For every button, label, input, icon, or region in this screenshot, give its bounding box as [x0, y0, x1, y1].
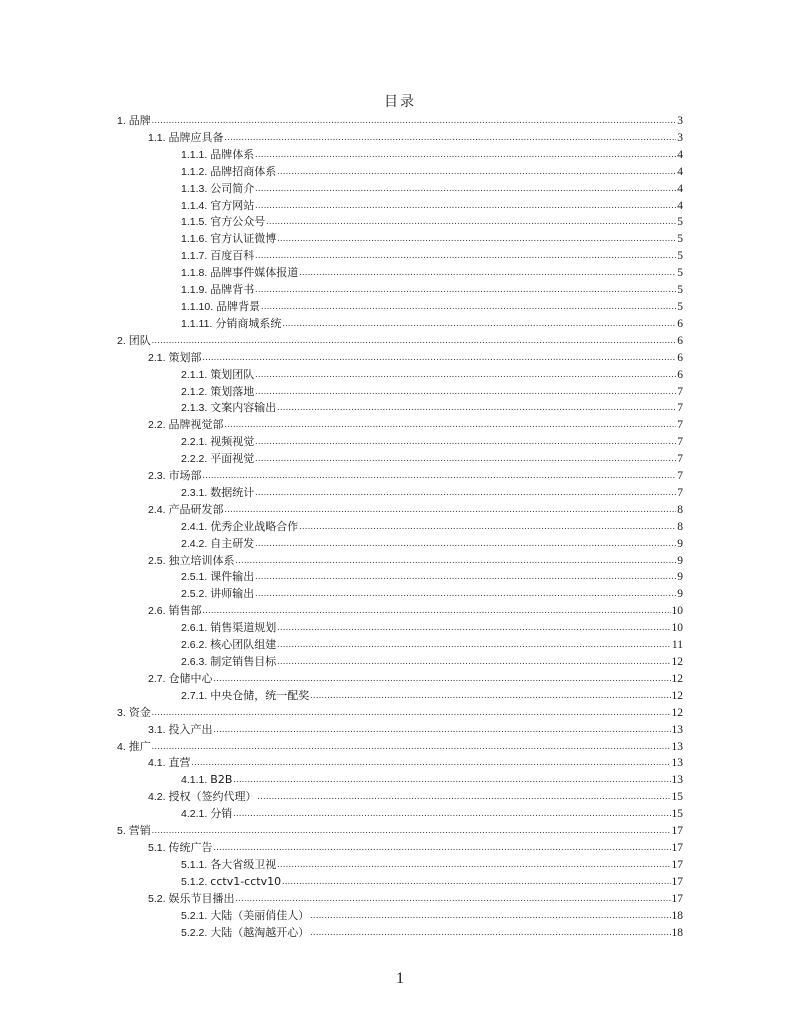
toc-entry-page: 7 — [677, 402, 683, 415]
toc-entry-number: 2.4.2. — [181, 537, 208, 550]
toc-entry-level-2[interactable] — [117, 755, 683, 772]
toc-entry-page: 4 — [677, 165, 683, 178]
toc-entry-level-2[interactable] — [117, 840, 683, 857]
toc-entry-level-3[interactable] — [117, 248, 683, 265]
toc-dot-leader — [310, 687, 670, 699]
toc-entry-level-2[interactable] — [117, 722, 683, 739]
toc-entry-level-3[interactable] — [117, 519, 683, 536]
toc-entry-page: 13 — [671, 774, 683, 787]
toc-dot-leader — [255, 568, 676, 580]
toc-dot-leader — [277, 399, 676, 411]
toc-entry-page: 18 — [671, 926, 683, 939]
toc-entry-level-3[interactable] — [117, 806, 683, 823]
toc-dot-leader — [255, 180, 676, 192]
toc-entry-page: 4 — [677, 182, 683, 195]
toc-dot-leader — [214, 721, 671, 733]
toc-entry-title: 官方公众号 — [210, 215, 266, 229]
toc-entry-level-2[interactable] — [117, 350, 683, 367]
toc-entry-level-3[interactable] — [117, 282, 683, 299]
toc-entry-title: 视频视觉 — [210, 435, 255, 449]
toc-entry-level-3[interactable] — [117, 434, 683, 451]
toc-entry-page: 15 — [671, 791, 683, 804]
toc-entry-page: 3 — [677, 131, 683, 144]
toc-entry-page: 10 — [671, 622, 683, 635]
toc-entry-level-3[interactable] — [117, 772, 683, 789]
toc-entry-page: 5 — [677, 300, 683, 313]
toc-entry-number: 2.5.1. — [181, 571, 208, 584]
toc-entry-title: 数据统计 — [210, 485, 255, 499]
toc-entry-level-1[interactable] — [117, 113, 683, 130]
toc-dot-leader — [255, 433, 676, 445]
toc-entry-number: 2.6. — [148, 605, 166, 618]
toc-entry-number: 1.1.11. — [181, 317, 213, 330]
toc-entry-page: 13 — [671, 757, 683, 770]
toc-entry-level-3[interactable] — [117, 231, 683, 248]
toc-entry-level-3[interactable] — [117, 536, 683, 553]
toc-entry-level-3[interactable] — [117, 925, 683, 942]
toc-entry-level-2[interactable] — [117, 789, 683, 806]
toc-entry-title: 品牌 — [128, 114, 151, 127]
toc-dot-leader — [299, 264, 676, 276]
toc-entry-title: 品牌视觉部 — [168, 418, 224, 432]
toc-entry-number: 1.1. — [148, 131, 166, 144]
toc-entry-title: 团队 — [128, 333, 151, 347]
toc-entry-level-3[interactable] — [117, 637, 683, 654]
toc-entry-number: 2.6.2. — [181, 639, 208, 652]
toc-entry-title: 百度百科 — [210, 249, 255, 263]
toc-entry-title: 公司简介 — [210, 181, 255, 195]
toc-entry-title: 中央仓储，统一配奖 — [210, 688, 310, 702]
toc-entry-title: 品牌应具备 — [168, 130, 224, 144]
toc-entry-title: 自主研发 — [210, 536, 255, 550]
toc-dot-leader — [152, 112, 676, 124]
toc-entry-title: 品牌招商体系 — [210, 164, 277, 178]
toc-entry-title: 优秀企业战略合作 — [210, 519, 299, 533]
toc-dot-leader — [255, 281, 676, 293]
toc-entry-title: 推广 — [128, 739, 151, 753]
toc-entry-level-1[interactable] — [117, 705, 683, 722]
toc-dot-leader — [261, 298, 676, 310]
toc-entry-title: 直营 — [168, 756, 191, 770]
toc-entry-level-3[interactable] — [117, 451, 683, 468]
toc-dot-leader — [233, 771, 670, 783]
toc-entry-level-3[interactable] — [117, 214, 683, 231]
toc-entry-number: 1.1.4. — [181, 199, 208, 212]
toc-entry-number: 5.2.2. — [181, 926, 208, 939]
toc-entry-number: 5. — [117, 825, 126, 838]
toc-entry-level-3[interactable] — [117, 147, 683, 164]
toc-dot-leader — [214, 670, 671, 682]
toc-entry-page: 8 — [677, 503, 683, 516]
toc-entry-page: 12 — [671, 656, 683, 668]
toc-entry-title: 资金 — [128, 705, 151, 719]
toc-entry-number: 1.1.3. — [181, 182, 208, 195]
toc-entry-level-2[interactable] — [117, 553, 683, 570]
toc-entry-level-3[interactable] — [117, 367, 683, 384]
toc-entry-title: B2B — [210, 773, 233, 787]
toc-dot-leader — [152, 822, 671, 834]
toc-dot-leader — [203, 602, 671, 614]
toc-dot-leader — [299, 518, 676, 530]
toc-entry-page: 5 — [677, 233, 683, 246]
toc-dot-leader — [255, 146, 676, 158]
toc-entry-title: 官方认证微博 — [210, 232, 277, 246]
toc-entry-page: 4 — [677, 199, 683, 212]
toc-entry-page: 6 — [677, 317, 683, 330]
toc-title: 目录 — [384, 95, 416, 110]
toc-entry-level-3[interactable] — [117, 620, 683, 637]
toc-entry-level-3[interactable] — [117, 569, 683, 586]
toc-entry-number: 5.1. — [148, 841, 166, 854]
toc-entry-level-3[interactable] — [117, 688, 683, 705]
toc-entry-page: 9 — [677, 537, 683, 550]
toc-entry-number: 2.1. — [148, 351, 166, 364]
toc-dot-leader — [255, 383, 676, 395]
toc-entry-number: 1.1.7. — [181, 250, 208, 263]
toc-entry-title: 品牌背景 — [216, 299, 261, 313]
toc-entry-level-3[interactable] — [117, 384, 683, 401]
toc-entry-number: 2.2.1. — [181, 436, 208, 449]
toc-entry-level-2[interactable] — [117, 130, 683, 147]
toc-entry-level-2[interactable] — [117, 891, 683, 908]
toc-dot-leader — [255, 535, 676, 547]
toc-dot-leader — [277, 163, 676, 175]
toc-entry-page: 7 — [677, 470, 683, 483]
toc-entry-number: 5.2.1. — [181, 909, 208, 922]
toc-entry-page: 7 — [677, 453, 683, 466]
toc-dot-leader — [310, 924, 670, 936]
toc-dot-leader — [255, 247, 676, 259]
toc-entry-number: 2.7.1. — [181, 689, 208, 702]
toc-entry-number: 4.1. — [148, 757, 166, 770]
page-number: 1 — [396, 970, 404, 987]
toc-entry-title: 大陆（越淘越开心） — [210, 925, 310, 939]
toc-entry-level-3[interactable] — [117, 400, 683, 417]
toc-entry-number: 2.6.3. — [181, 656, 208, 668]
toc-entry-page: 12 — [671, 689, 683, 702]
toc-entry-page: 9 — [677, 588, 683, 601]
toc-entry-title: 分销 — [210, 807, 233, 821]
toc-entry-number: 2.6.1. — [181, 622, 208, 635]
toc-entry-title: 各大省级卫视 — [210, 857, 277, 871]
toc-entry-number: 1.1.9. — [181, 284, 208, 297]
toc-entry-level-3[interactable] — [117, 181, 683, 198]
toc-entry-title: 销售渠道规划 — [210, 621, 277, 635]
toc-entry-level-3[interactable] — [117, 908, 683, 925]
toc-entry-level-2[interactable] — [117, 603, 683, 620]
toc-entry-number: 2.1.1. — [181, 368, 208, 381]
toc-entry-title: 营销 — [128, 824, 151, 838]
toc-entry-number: 2.5. — [148, 554, 166, 567]
toc-entry-title: 品牌事件媒体报道 — [210, 266, 299, 280]
toc-entry-number: 5.1.2. — [181, 875, 208, 888]
toc-dot-leader — [310, 907, 670, 919]
toc-entry-title: 课件输出 — [210, 570, 255, 584]
toc-dot-leader — [282, 315, 676, 327]
toc-entry-number: 2.5.2. — [181, 588, 208, 601]
toc-entry-title: 品牌体系 — [210, 147, 255, 161]
toc-entry-title: 投入产出 — [168, 722, 213, 736]
toc-dot-leader — [277, 856, 670, 868]
toc-dot-leader — [225, 416, 677, 428]
toc-entry-page: 6 — [677, 351, 683, 364]
toc-dot-leader — [277, 636, 671, 648]
toc-entry-title: 策划部 — [168, 350, 202, 364]
toc-entry-number: 1.1.6. — [181, 233, 208, 246]
toc-entry-number: 4.2. — [148, 791, 166, 804]
toc-dot-leader — [225, 129, 677, 141]
toc-entry-level-3[interactable] — [117, 265, 683, 282]
toc-entry-title: 品牌背书 — [210, 283, 255, 297]
toc-entry-page: 10 — [671, 605, 683, 618]
toc-entry-page: 6 — [677, 368, 683, 381]
toc-entry-title: 分销商城系统 — [215, 316, 282, 330]
toc-entry-level-3[interactable] — [117, 316, 683, 333]
toc-dot-leader — [277, 619, 670, 631]
toc-dot-leader — [255, 585, 676, 597]
toc-entry-page: 7 — [677, 436, 683, 449]
toc-entry-level-2[interactable] — [117, 502, 683, 519]
toc-entry-level-1[interactable] — [117, 823, 683, 840]
toc-entry-title: 娱乐节目播出 — [168, 891, 235, 905]
toc-entry-number: 2.1.3. — [181, 402, 208, 415]
toc-entry-page: 7 — [677, 419, 683, 432]
toc-entry-number: 1.1.5. — [181, 216, 208, 229]
toc-entry-number: 4.1.1. — [181, 774, 208, 787]
toc-entry-title: 核心团队组建 — [210, 638, 277, 652]
toc-dot-leader — [258, 788, 671, 800]
toc-entry-number: 2.2.2. — [181, 453, 208, 466]
toc-entry-number: 2.1.2. — [181, 385, 208, 398]
toc-entry-level-1[interactable] — [117, 739, 683, 756]
toc-entry-number: 2.3. — [148, 470, 166, 483]
toc-entry-title: 讲师输出 — [210, 587, 255, 601]
toc-entry-page: 17 — [671, 825, 683, 838]
toc-dot-leader — [277, 230, 676, 242]
toc-entry-page: 15 — [671, 808, 683, 821]
toc-entry-title: 策划团队 — [210, 367, 255, 381]
toc-entry-title: 产品研发部 — [168, 502, 224, 516]
toc-entry-page: 3 — [677, 115, 683, 127]
toc-entry-number: 5.2. — [148, 892, 166, 905]
toc-entry-page: 8 — [677, 520, 683, 533]
toc-entry-title: cctv1-cctv10 — [210, 874, 282, 888]
toc-entry-page: 4 — [677, 148, 683, 161]
toc-entry-level-3[interactable] — [117, 485, 683, 502]
toc-entry-level-3[interactable] — [117, 874, 683, 891]
toc-entry-page: 9 — [677, 571, 683, 584]
toc-entry-level-3[interactable] — [117, 654, 683, 671]
toc-entry-number: 3. — [117, 706, 126, 719]
toc-entry-title: 授权（签约代理） — [168, 790, 257, 804]
toc-dot-leader — [225, 501, 677, 513]
toc-entry-page: 5 — [677, 267, 683, 280]
toc-dot-leader — [266, 213, 676, 225]
toc-dot-leader — [233, 805, 670, 817]
toc-dot-leader — [282, 873, 670, 885]
toc-dot-leader — [255, 366, 676, 378]
toc-entry-page: 5 — [677, 284, 683, 297]
toc-entry-title: 独立培训体系 — [168, 553, 235, 567]
toc-entry-number: 2.7. — [148, 672, 166, 685]
toc-entry-title: 制定销售目标 — [210, 655, 277, 668]
toc-entry-level-3[interactable] — [117, 198, 683, 215]
toc-dot-leader — [255, 450, 676, 462]
toc-entry-page: 13 — [671, 723, 683, 736]
toc-dot-leader — [152, 332, 676, 344]
toc-entry-page: 12 — [671, 706, 683, 719]
toc-entry-level-2[interactable] — [117, 671, 683, 688]
toc-dot-leader — [255, 197, 676, 209]
toc-entry-page: 6 — [677, 334, 683, 347]
toc-dot-leader — [152, 704, 671, 716]
toc-entry-title: 大陆（美丽俏佳人） — [210, 908, 310, 922]
toc-entry-page: 18 — [671, 909, 683, 922]
toc-entry-level-3[interactable] — [117, 857, 683, 874]
toc-dot-leader — [214, 839, 671, 851]
toc-entry-title: 销售部 — [168, 604, 202, 618]
toc-entry-title: 传统广告 — [168, 840, 213, 854]
toc-dot-leader — [203, 467, 677, 479]
toc-dot-leader — [203, 349, 677, 361]
toc-entry-title: 策划落地 — [210, 384, 255, 398]
toc-entry-number: 1.1.1. — [181, 148, 208, 161]
toc-entry-page: 17 — [671, 858, 683, 871]
toc-entry-number: 2. — [117, 334, 126, 347]
toc-entry-number: 3.1. — [148, 723, 166, 736]
toc-entry-number: 5.1.1. — [181, 858, 208, 871]
toc-entry-page: 7 — [677, 486, 683, 499]
toc-entry-title: 文案内容输出 — [210, 401, 277, 415]
toc-entry-level-2[interactable] — [117, 417, 683, 434]
toc-entry-page: 12 — [671, 672, 683, 685]
toc-entry-level-2[interactable] — [117, 468, 683, 485]
toc-entry-page: 11 — [671, 639, 683, 652]
toc-entry-page: 9 — [677, 554, 683, 567]
toc-dot-leader — [152, 738, 671, 750]
toc-entry-page: 17 — [671, 875, 683, 888]
toc-entry-level-3[interactable] — [117, 164, 683, 181]
toc-entry-number: 2.2. — [148, 419, 166, 432]
toc-entry-number: 4.2.1. — [181, 808, 208, 821]
toc-entry-page: 5 — [677, 216, 683, 229]
toc-entry-number: 2.4.1. — [181, 520, 208, 533]
toc-entry-page: 5 — [677, 250, 683, 263]
toc-entry-page: 17 — [671, 841, 683, 854]
toc-entry-number: 1. — [117, 115, 126, 127]
toc-entry-level-1[interactable] — [117, 333, 683, 350]
toc-entry-title: 市场部 — [168, 469, 202, 483]
table-of-contents — [117, 113, 683, 941]
toc-dot-leader — [236, 552, 677, 564]
toc-entry-level-3[interactable] — [117, 299, 683, 316]
toc-entry-page: 7 — [677, 385, 683, 398]
toc-dot-leader — [236, 890, 671, 902]
toc-entry-number: 1.1.8. — [181, 267, 208, 280]
toc-entry-number: 2.3.1. — [181, 486, 208, 499]
toc-entry-page: 13 — [671, 740, 683, 753]
toc-entry-number: 4. — [117, 740, 126, 753]
toc-dot-leader — [192, 754, 671, 766]
toc-entry-number: 1.1.10. — [181, 300, 214, 313]
toc-entry-number: 1.1.2. — [181, 165, 208, 178]
toc-entry-title: 平面视觉 — [210, 452, 255, 466]
toc-entry-number: 2.4. — [148, 503, 166, 516]
toc-entry-title: 仓储中心 — [168, 671, 213, 685]
toc-entry-title: 官方网站 — [210, 198, 255, 212]
toc-dot-leader — [255, 484, 676, 496]
toc-dot-leader — [277, 653, 670, 665]
toc-entry-level-3[interactable] — [117, 586, 683, 603]
toc-entry-page: 17 — [671, 892, 683, 905]
